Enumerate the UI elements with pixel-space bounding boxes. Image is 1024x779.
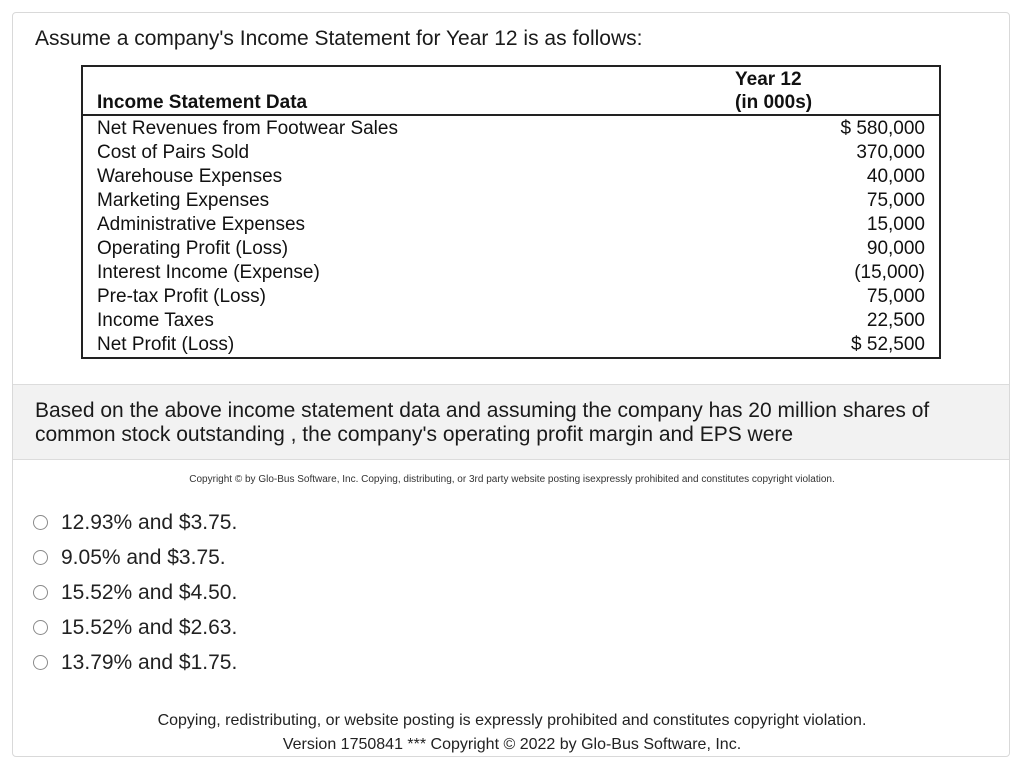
income-statement-table bbox=[81, 65, 941, 359]
answer-option-5[interactable] bbox=[33, 645, 237, 680]
small-copyright-notice: Copyright © by Glo-Bus Software, Inc. Copying, distributing, or 3rd party website posting isexpressly prohibited and constitutes copyright violation. bbox=[189, 474, 835, 485]
footer-line1: Copying, redistributing, or website posting is expressly prohibited and constitutes copyright violation. bbox=[157, 712, 867, 729]
row-label: Operating Profit (Loss) bbox=[97, 238, 289, 259]
row-label: Cost of Pairs Sold bbox=[97, 142, 250, 163]
table-header-row bbox=[82, 66, 940, 115]
table-row bbox=[82, 261, 940, 285]
row-label: Warehouse Expenses bbox=[97, 166, 283, 187]
radio-button[interactable] bbox=[33, 515, 48, 530]
footer-copyright bbox=[13, 709, 1010, 757]
radio-button[interactable] bbox=[33, 655, 48, 670]
row-value: (15,000) bbox=[854, 262, 925, 283]
option-label: 15.52% and $4.50. bbox=[61, 580, 238, 604]
row-value: 22,500 bbox=[866, 310, 925, 331]
year-header-line1: Year 12 bbox=[735, 69, 802, 90]
table-row bbox=[82, 115, 940, 141]
table-row bbox=[82, 285, 940, 309]
table-row bbox=[82, 213, 940, 237]
row-value: 40,000 bbox=[866, 166, 925, 187]
answer-option-4[interactable] bbox=[33, 610, 237, 645]
radio-button[interactable] bbox=[33, 550, 48, 565]
table-row bbox=[82, 141, 940, 165]
row-value: $ 580,000 bbox=[840, 118, 925, 139]
option-label: 12.93% and $3.75. bbox=[61, 510, 238, 534]
row-value: 370,000 bbox=[856, 142, 925, 163]
table-row bbox=[82, 333, 940, 358]
table-row bbox=[82, 309, 940, 333]
table-row bbox=[82, 165, 940, 189]
table-row bbox=[82, 189, 940, 213]
radio-button[interactable] bbox=[33, 585, 48, 600]
option-label: 13.79% and $1.75. bbox=[61, 650, 238, 674]
row-label: Pre-tax Profit (Loss) bbox=[97, 286, 266, 307]
question-text: Based on the above income statement data and assuming the company has 20 million shares of common stock outstanding , the company's operating profit margin and EPS were bbox=[35, 399, 930, 446]
row-label: Net Profit (Loss) bbox=[97, 334, 235, 355]
row-label: Marketing Expenses bbox=[97, 190, 270, 211]
year-header-line2: (in 000s) bbox=[735, 92, 813, 113]
row-value: 15,000 bbox=[866, 214, 925, 235]
table-header-label: Income Statement Data bbox=[82, 66, 735, 115]
intro-text: Assume a company's Income Statement for Year 12 is as follows: bbox=[35, 27, 643, 50]
row-label: Net Revenues from Footwear Sales bbox=[97, 118, 398, 139]
question-band bbox=[13, 384, 1010, 460]
table-row bbox=[82, 237, 940, 261]
row-value: 75,000 bbox=[866, 190, 925, 211]
year-column-header bbox=[735, 66, 940, 115]
row-value: 75,000 bbox=[866, 286, 925, 307]
row-value: 90,000 bbox=[866, 238, 925, 259]
answer-option-2[interactable] bbox=[33, 540, 237, 575]
question-card bbox=[12, 12, 1010, 757]
radio-button[interactable] bbox=[33, 620, 48, 635]
answer-option-3[interactable] bbox=[33, 575, 237, 610]
row-label: Administrative Expenses bbox=[97, 214, 306, 235]
row-value: $ 52,500 bbox=[851, 334, 925, 355]
footer-line2: Version 1750841 *** Copyright © 2022 by Glo-Bus Software, Inc. bbox=[282, 736, 742, 753]
answer-option-1[interactable] bbox=[33, 505, 237, 540]
option-label: 15.52% and $2.63. bbox=[61, 615, 238, 639]
answer-options bbox=[33, 505, 237, 680]
row-label: Interest Income (Expense) bbox=[97, 262, 320, 283]
option-label: 9.05% and $3.75. bbox=[61, 545, 226, 569]
row-label: Income Taxes bbox=[97, 310, 214, 331]
